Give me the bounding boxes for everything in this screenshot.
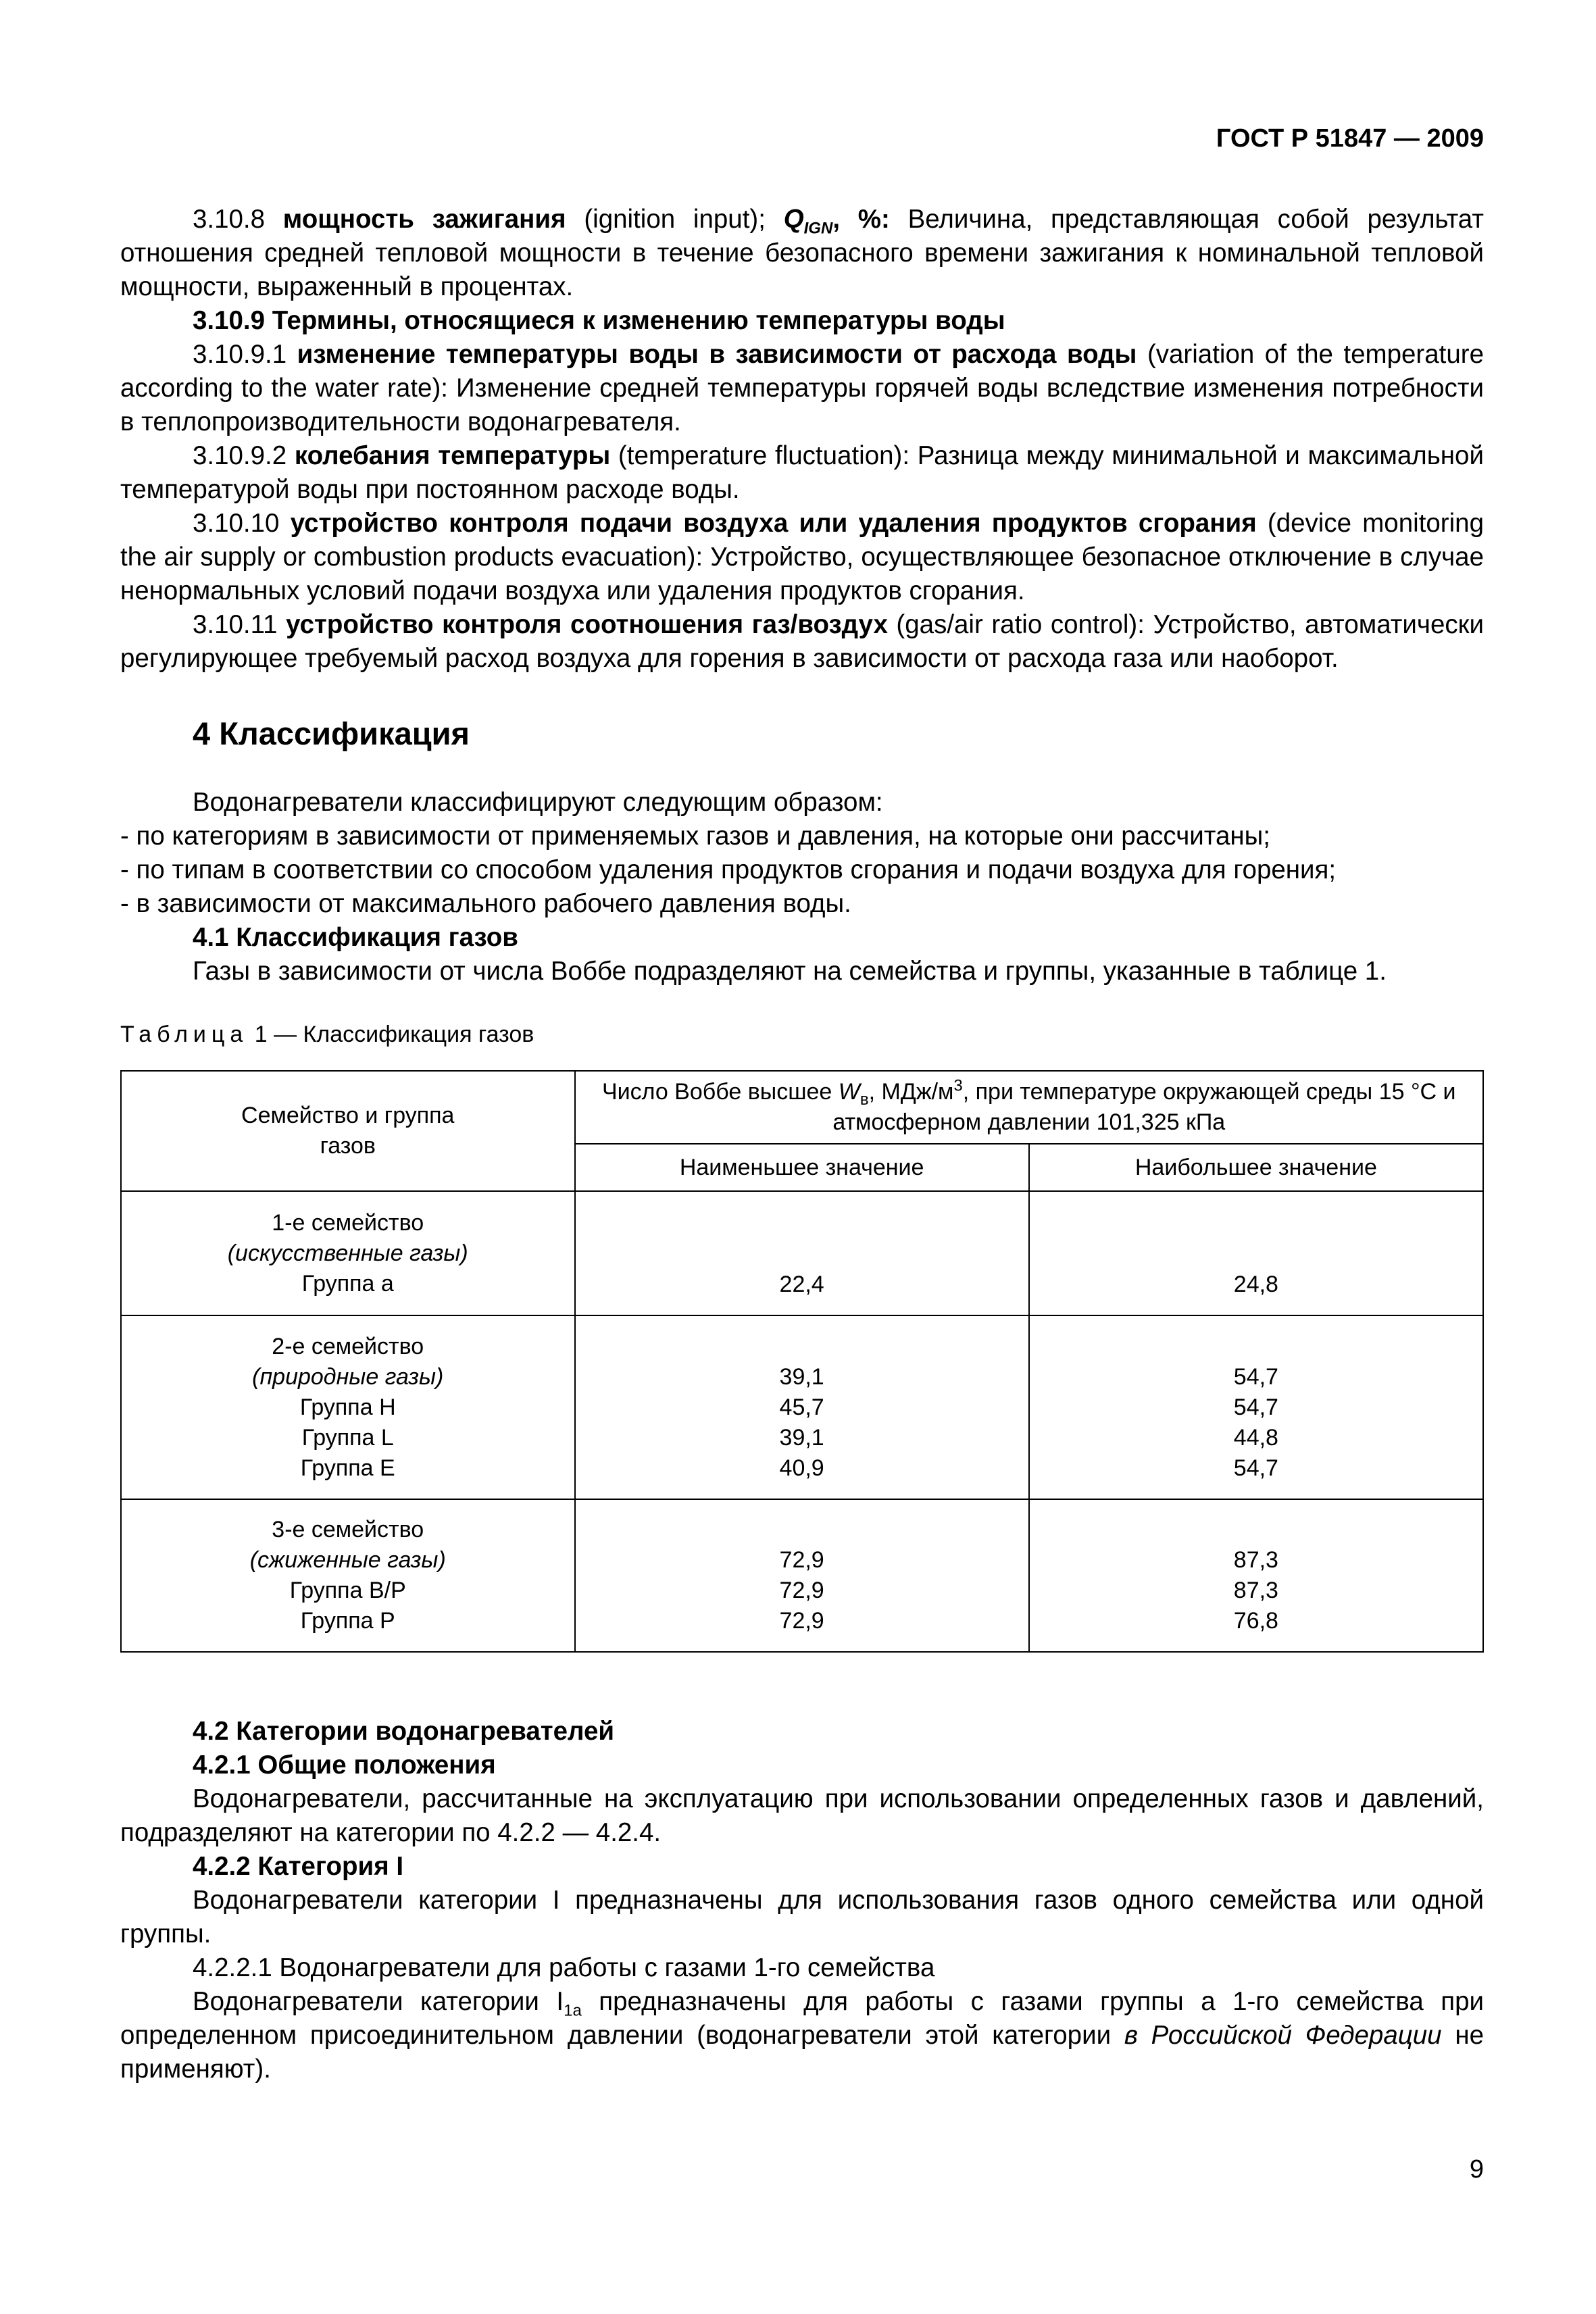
text-part: не применяют). [120,2021,1484,2084]
family-desc: (искусственные газы) [227,1240,468,1266]
classification-section [120,786,1484,988]
max-cell [1029,1315,1483,1499]
definition-text: (temperature fluctuation): Разница между минимальной и максимальной температурой воды при постоянном расходе воды. [120,441,1484,504]
family-name: 2-е семейство [272,1333,424,1359]
header-min: Наименьшее значение [575,1144,1029,1191]
min-value: 72,9 [779,1608,824,1634]
max-cell [1029,1191,1483,1315]
clause-number: 3.10.8 [193,205,283,234]
header-family-group-text: Семейство и группа газов [241,1103,455,1159]
gas-classification-table [120,1070,1484,1653]
term: устройство контроля соотношения газ/воздух [286,610,888,639]
max-value: 24,8 [1233,1272,1278,1297]
min-value: 72,9 [779,1578,824,1603]
category-subscript: 1a [564,2001,582,2020]
symbol-unit: , %: [832,205,890,234]
family-desc: (сжиженные газы) [249,1547,446,1573]
group-name: Группа В/Р [289,1578,406,1603]
definition-text: (device monitoring the air supply or combustion products evacuation): Устройство, осуществляющее безопасное отключение в случае ненормальных условий подачи воздуха или удаления продуктов сгорания. [120,509,1484,605]
definition-text: (gas/air ratio control): Устройство, автоматически регулирующее требуемый расход воздуха для горения в зависимости от расхода газа или наоборот. [120,610,1484,673]
min-value: 45,7 [779,1394,824,1420]
text-italic: в Российской Федерации [1124,2021,1442,2050]
header-wobbe-symbol: W [838,1079,860,1105]
text-part: предназначены для работы с газами группы а 1-го семейства при определенном присоединительном давлении (водонагреватели этой категории [120,1987,1485,2050]
table-row [121,1191,1483,1315]
min-cell [575,1499,1029,1652]
header-wobbe-subscript: в [859,1090,869,1109]
text-part: Водонагреватели категории I [193,1987,564,2016]
table-row [121,1499,1483,1652]
section-4-title: 4 Классификация [193,715,470,751]
paragraph-4-2-1: Водонагреватели, рассчитанные на эксплуатацию при использовании определенных газов и давлений, подразделяют на категории по 4.2.2 — 4.2.4. [120,1784,1484,1847]
family-cell [121,1499,575,1652]
group-name: Группа а [301,1270,394,1297]
clause-number: 3.10.10 [193,509,291,538]
min-value: 40,9 [779,1455,824,1481]
min-cell [575,1315,1029,1499]
group-name: Группа Н [299,1394,396,1420]
paragraph-4-2-2: Водонагреватели категории I предназначены для использования газов одного семейства или одной группы. [120,1886,1484,1948]
table-caption-label: Таблица [120,1022,249,1047]
classification-item: - по типам в соответствии со способом удаления продуктов сгорания и подачи воздуха для горения; [120,855,1337,884]
classification-item: - в зависимости от максимального рабочего давления воды. [120,889,851,918]
classification-intro: Водонагреватели классифицируют следующим образом: [193,788,883,817]
paragraph-4-2-2-1 [120,1985,1484,2086]
max-value: 54,7 [1233,1394,1278,1420]
clause-number: 3.10.9.2 [193,441,295,470]
group-name: Группа Е [300,1455,395,1481]
family-cell [121,1315,575,1499]
term: изменение температуры воды в зависимости от расхода воды [297,340,1137,369]
group-name: Группа L [301,1424,394,1451]
categories-section [120,1715,1484,2086]
table-caption [120,1022,534,1048]
max-cell [1029,1499,1483,1652]
heading-4-2-2-1: 4.2.2.1 Водонагреватели для работы с газами 1-го семейства [193,1953,935,1982]
symbol [783,205,833,238]
table-row [121,1315,1483,1499]
definition-3-10-9-2 [120,439,1484,507]
max-value: 54,7 [1233,1364,1278,1390]
min-cell [575,1191,1029,1315]
document-page [120,0,1484,2314]
clause-number: 3.10.9.1 [193,340,297,369]
document-header: ГОСТ Р 51847 — 2009 [1216,124,1484,153]
family-desc: (природные газы) [252,1363,444,1390]
family-name: 3-е семейство [272,1517,424,1542]
max-value: 54,7 [1233,1455,1278,1481]
definition-3-10-9-1 [120,338,1484,439]
max-value: 44,8 [1233,1425,1278,1451]
header-wobbe [575,1071,1484,1144]
term: мощность зажигания [282,205,566,234]
heading-4-2-1: 4.2.1 Общие положения [193,1751,496,1780]
definition-3-10-8 [120,203,1484,304]
header-wobbe-unit: , МДж/м [868,1079,954,1105]
heading-3-10-9: 3.10.9 Термины, относящиеся к изменению температуры воды [193,306,1005,335]
heading-4-2: 4.2 Категории водонагревателей [193,1717,615,1746]
family-cell [121,1191,575,1315]
family-name: 1-е семейство [272,1209,424,1236]
max-value: 76,8 [1233,1608,1278,1634]
heading-4-1: 4.1 Классификация газов [193,923,518,952]
page-number: 9 [1469,2155,1484,2184]
header-family-group [121,1071,575,1191]
group-name: Группа Р [300,1608,395,1634]
term: устройство контроля подачи воздуха или удаления продуктов сгорания [290,509,1257,538]
heading-4-2-2: 4.2.2 Категория I [193,1852,404,1881]
header-wobbe-conditions: , при температуре окружающей среды 15 °С и атмосферном давлении 101,325 кПа [832,1079,1456,1135]
min-value: 39,1 [779,1364,824,1390]
definition-3-10-10 [120,507,1484,608]
table-caption-title: 1 — Классификация газов [248,1022,534,1047]
header-max: Наибольшее значение [1029,1144,1483,1191]
header-wobbe-superscript: 3 [953,1076,963,1095]
max-value: 87,3 [1233,1547,1278,1573]
definition-text: Величина, представляющая собой результат отношения средней тепловой мощности в течение безопасного времени зажигания к номинальной тепловой мощности, выраженный в процентах. [120,205,1484,301]
symbol-letter: Q [783,205,804,234]
min-value: 72,9 [779,1547,824,1573]
definitions-section [120,203,1484,676]
min-value: 39,1 [779,1425,824,1451]
clause-number: 3.10.11 [193,610,286,639]
term-english: (ignition input); [566,205,784,234]
term: колебания температуры [294,441,611,470]
header-wobbe-text: Число Воббе высшее [601,1079,839,1105]
min-value: 22,4 [779,1272,824,1297]
definition-3-10-11 [120,608,1484,676]
max-value: 87,3 [1233,1578,1278,1603]
paragraph-4-1: Газы в зависимости от числа Воббе подразделяют на семейства и группы, указанные в таблице 1. [193,957,1387,986]
definition-text: (variation of the temperature according to the water rate): Изменение средней температуры горячей воды вследствие изменения потребности в теплопроизводительности водонагревателя. [120,340,1484,436]
symbol-subscript: IGN [803,219,833,238]
classification-item: - по категориям в зависимости от применяемых газов и давления, на которые они рассчитаны; [120,822,1271,851]
